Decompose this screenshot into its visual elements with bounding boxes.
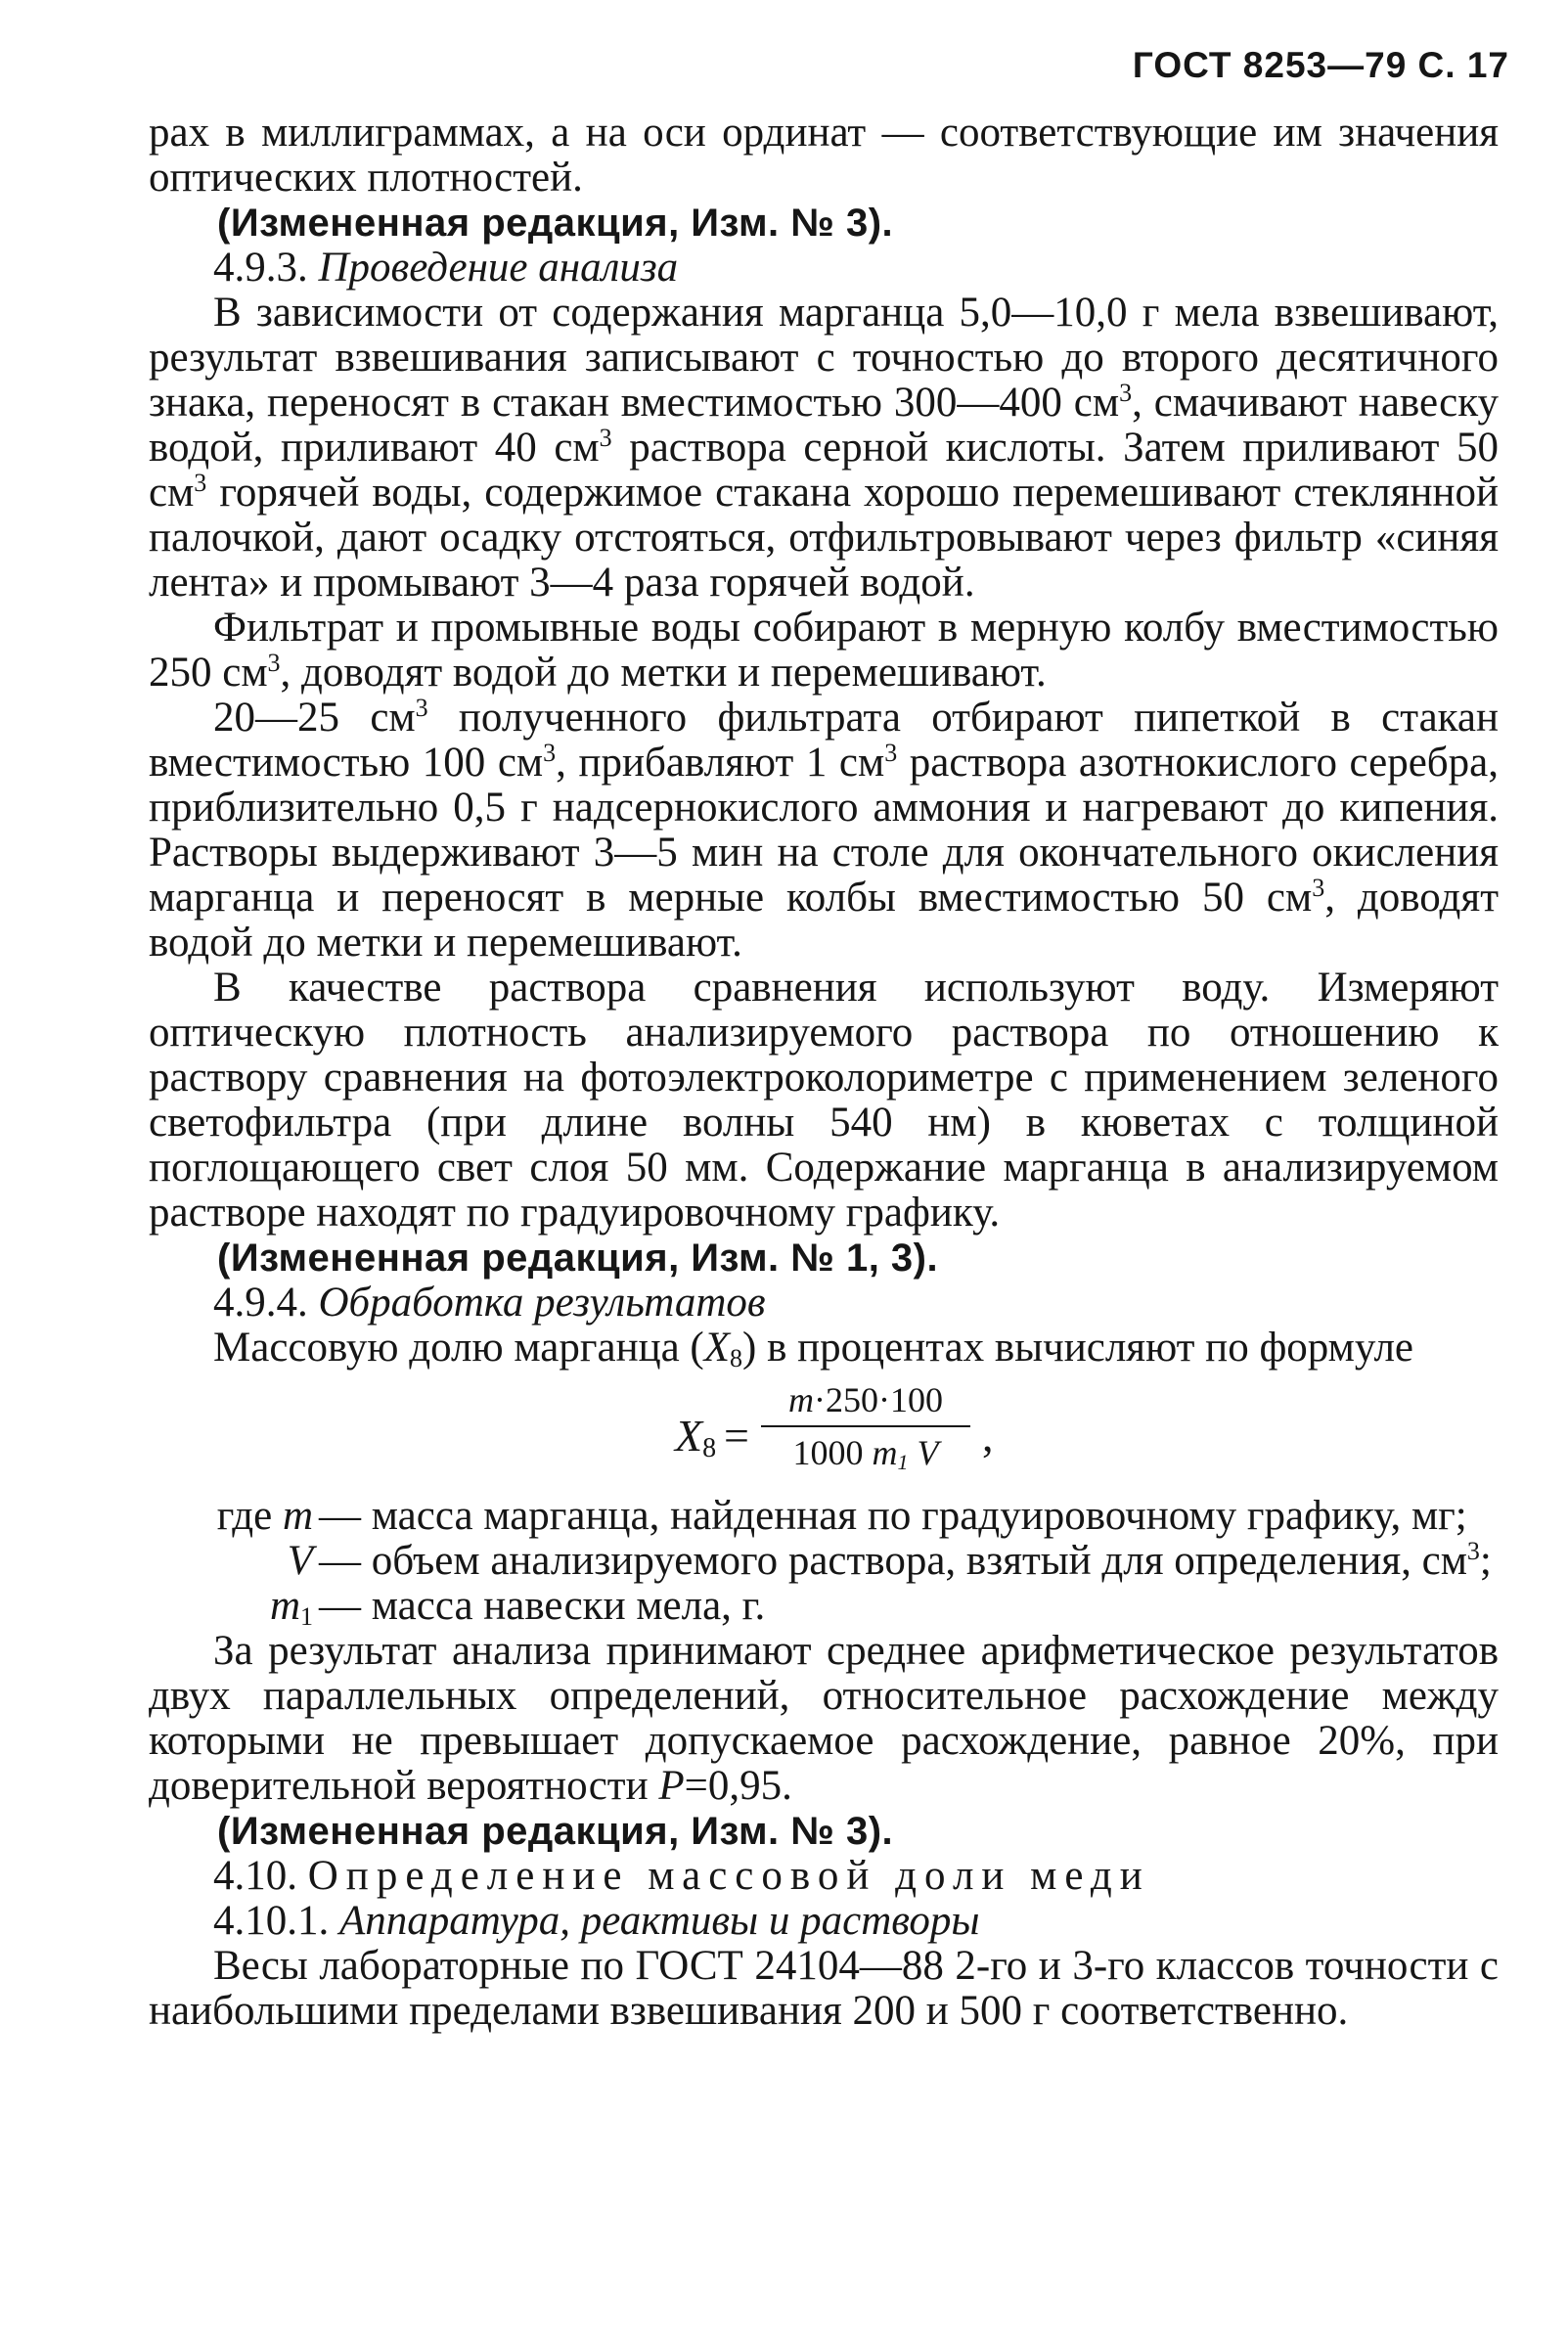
section-heading-4-10 — [213, 1854, 1499, 1899]
paragraph-aliquot: 20—25 $см^3$ полученного фильтрата отбирают пипеткой в стакан вместимостью 100 $см^3$, прибавляют 1 $см^3$ раствора азотнокислого серебра, приблизительно 0,5 г надсернокислого аммония и нагревают до кипения. Растворы выдерживают 3—5 мин на столе для окончательного окисления марганца и переносят в мерные колбы вместимостью 50 $см^3$, доводят водой до метки и перемешивают. — [149, 694, 1499, 966]
section-number: 4.9.3. — [213, 245, 308, 291]
section-title: Аппаратура, реактивы и растворы — [339, 1898, 980, 1944]
paragraph-formula-intro: Массовую долю марганца $(X_8)$ в процентах вычисляют по формуле — [213, 1325, 1414, 1372]
definition-m: где m — масса марганца, найденная по градуировочному графику, мг; — [216, 1493, 1467, 1539]
formula-equals: = — [724, 1411, 749, 1461]
formula-denominator: 1000 $m_1$ V — [792, 1433, 939, 1474]
section-title: Определение массовой доли меди — [307, 1853, 1150, 1899]
section-number: 4.10.1. — [213, 1898, 330, 1944]
section-heading-4-9-4 — [213, 1281, 1499, 1326]
amendment-note: (Измененная редакция, Изм. № 1, 3). — [217, 1237, 939, 1280]
formula-comma: , — [982, 1411, 994, 1461]
section-number: 4.10. — [213, 1853, 297, 1899]
formula-lhs: $X_8$ — [675, 1411, 717, 1463]
formula-definitions — [149, 1494, 1499, 1629]
section-title: Обработка результатов — [318, 1280, 766, 1326]
amendment-note: (Измененная редакция, Изм. № 3). — [217, 1810, 894, 1853]
fraction-bar — [761, 1425, 970, 1427]
paragraph-result: За результат анализа принимают среднее арифметическое результатов двух параллельных определений, относительное расхождение между которыми не превышает допускаемое расхождение, равное 20%, при доверительной вероятности P=0,95. — [149, 1628, 1499, 1809]
paragraph-continued: рах в миллиграммах, а на оси ординат — соответствующие им значения оптических плотностей. — [149, 110, 1499, 201]
formula-numerator: m·250·100 — [788, 1380, 943, 1419]
paragraph-analysis-procedure: В зависимости от содержания марганца 5,0—10,0 г мела взвешивают, результат взвешивания записывают с точностью до второго десятичного знака, переносят в стакан вместимостью 300—400 $см^3$, смачивают навеску водой, приливают 40 $см^3$ раствора серной кислоты. Затем приливают 50 $см^3$ горячей воды, содержимое стакана хорошо перемешивают стеклянной палочкой, дают осадку отстояться, отфильтровывают через фильтр «синяя лента» и промывают 3—4 раза горячей водой. — [149, 290, 1500, 606]
page-header: ГОСТ 8253—79 С. 17 — [1132, 45, 1509, 85]
formula-manganese-fraction — [149, 1378, 1499, 1486]
paragraph-equipment: Весы лабораторные по ГОСТ 24104—88 2-го и 3-го классов точности с наибольшими пределами взвешивания 200 и 500 г соответственно. — [149, 1943, 1499, 2034]
definition-v: V — объем анализируемого раствора, взятый для определения, $см^3$; — [287, 1537, 1492, 1584]
document-body — [149, 111, 1499, 2034]
section-heading-4-10-1 — [213, 1899, 1499, 1944]
amendment-note: (Измененная редакция, Изм. № 3). — [217, 202, 894, 245]
section-title: Проведение анализа — [318, 245, 679, 291]
section-number: 4.9.4. — [213, 1280, 308, 1326]
section-heading-4-9-3 — [213, 246, 1499, 291]
definition-m1: $m_1$ — масса навески мела, г. — [269, 1583, 766, 1631]
formula-fraction — [761, 1378, 970, 1474]
paragraph-filtrate: Фильтрат и промывные воды собирают в мерную колбу вместимостью 250 $см^3$, доводят водой до метки и перемешивают. — [149, 605, 1499, 696]
paragraph-measurement: В качестве раствора сравнения используют воду. Измеряют оптическую плотность анализируемого раствора по отношению к раствору сравнения на фотоэлектроколориметре с применением зеленого светофильтра (при длине волны 540 нм) в кюветах с толщиной поглощающего свет слоя 50 мм. Содержание марганца в анализируемом растворе находят по градуировочному графику. — [149, 965, 1499, 1236]
